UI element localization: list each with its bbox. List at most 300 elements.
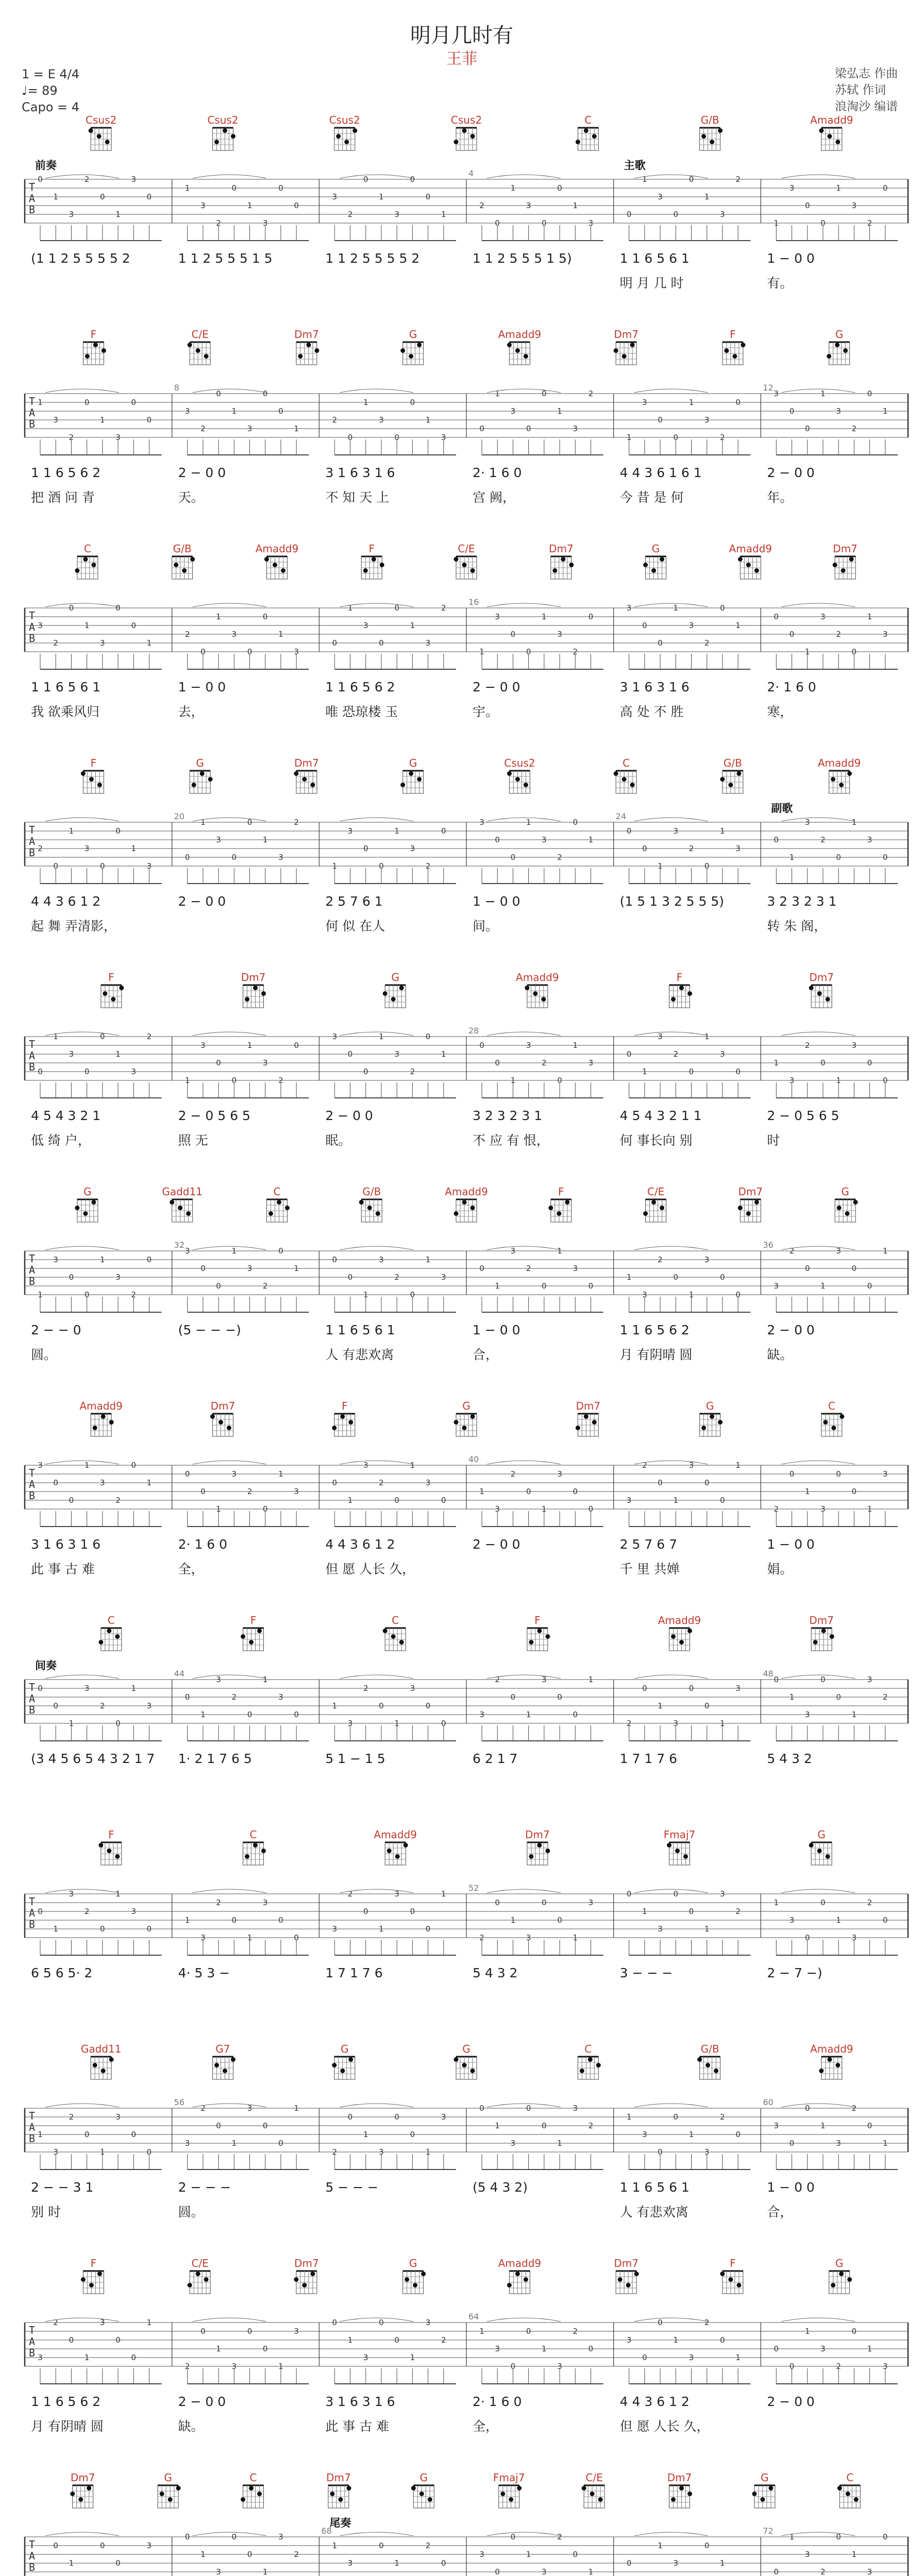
chord-name: G: [196, 757, 204, 769]
fret-number: 0: [84, 2130, 90, 2139]
numbered-notation: 1 − 0 0: [767, 2180, 815, 2195]
fret-number: 0: [38, 1067, 43, 1076]
fret-number: 0: [642, 2353, 647, 2362]
fret-number: 0: [479, 1041, 484, 1050]
measure-number: 16: [468, 597, 479, 607]
chord-finger-dot: [622, 354, 627, 359]
chord-name: Amadd9: [498, 2257, 542, 2269]
fret-number: 3: [642, 2130, 647, 2139]
slur: [487, 1032, 561, 1036]
fret-number: 0: [216, 389, 221, 398]
fret-number: 0: [131, 398, 137, 407]
chord-finger-dot: [622, 777, 627, 782]
chord-diagram: [256, 543, 299, 579]
chord-diagram: [83, 328, 106, 365]
tab-clef-letter: A: [29, 1907, 36, 1919]
chord-finger-dot: [192, 783, 196, 787]
fret-number: 0: [851, 1487, 857, 1496]
lyric-text: 但 愿 人长 久，: [619, 2419, 710, 2434]
tab-clef-letter: B: [29, 204, 36, 216]
fret-number: 0: [247, 1710, 253, 1719]
chord-finger-dot: [552, 568, 557, 573]
tab-clef-letter: B: [29, 418, 36, 430]
slur: [781, 2318, 855, 2321]
chord-finger-dot: [736, 2283, 741, 2287]
chord-name: Csus2: [504, 757, 535, 769]
chord-finger-dot: [471, 568, 475, 573]
lyric-text: 何 事长向 别: [619, 1133, 693, 1148]
fret-number: 3: [294, 1487, 299, 1496]
slur: [193, 1889, 266, 1893]
fret-number: 1: [557, 406, 562, 416]
numbered-notation: 3 1 6 3 1 6: [325, 2394, 395, 2409]
chord-finger-dot: [643, 563, 648, 567]
chord-finger-dot: [768, 2486, 773, 2490]
fret-number: 1: [735, 621, 741, 630]
numbered-notation: 6 5 6 5· 2: [31, 1965, 93, 1980]
chord-finger-dot: [111, 997, 115, 1002]
numbered-notation: 1 1 6 5 6 1: [325, 1323, 395, 1337]
chord-diagram: [837, 2471, 861, 2508]
fret-number: 0: [642, 1684, 647, 1693]
fret-number: 0: [115, 2335, 121, 2345]
fret-number: 3: [441, 2112, 446, 2122]
fret-number: 1: [673, 2335, 679, 2345]
measure-number: 52: [468, 1883, 479, 1893]
fret-number: 0: [720, 1273, 725, 1282]
fret-number: 0: [278, 406, 283, 416]
fret-number: 3: [146, 2541, 152, 2550]
chord-diagram: [614, 757, 637, 793]
slur: [487, 2104, 561, 2107]
fret-number: 1: [526, 1710, 531, 1719]
fret-number: 0: [410, 175, 415, 184]
slur: [634, 1032, 708, 1036]
tab-clef-letter: T: [29, 2110, 36, 2122]
fret-number: 1: [425, 2147, 431, 2157]
tab-clef-letter: A: [29, 835, 36, 848]
tab-clef-letter: T: [29, 1467, 36, 1479]
fret-number: 3: [53, 415, 58, 425]
chord-finger-dot: [98, 1843, 103, 1848]
fret-number: 0: [146, 415, 152, 425]
fret-number: 3: [789, 1076, 795, 1085]
fret-number: 3: [542, 2567, 547, 2576]
fret-number: 1: [200, 818, 206, 827]
chord-finger-dot: [97, 783, 102, 787]
fret-number: 2: [379, 1478, 384, 1487]
fret-number: 1: [363, 1290, 368, 1299]
fret-number: 0: [495, 1898, 500, 1907]
chord-name: G: [409, 2257, 417, 2269]
fret-number: 0: [294, 1710, 299, 1719]
fret-number: 3: [247, 1264, 253, 1273]
chord-name: G: [409, 328, 417, 341]
chord-diagram: [720, 2257, 743, 2294]
fret-number: 0: [184, 1692, 190, 1702]
fret-number: 0: [184, 853, 190, 862]
chord-finger-dot: [738, 1206, 743, 1210]
fret-number: 1: [820, 2121, 826, 2130]
fret-number: 3: [510, 1246, 516, 1256]
chord-name: G: [835, 2257, 844, 2269]
chord-finger-dot: [701, 1426, 706, 1430]
chord-finger-dot: [846, 2492, 850, 2496]
tab-clef-letter: A: [29, 1692, 36, 1705]
chord-diagram: [326, 2471, 351, 2508]
chord-finger-dot: [257, 1629, 262, 1633]
system: [25, 114, 908, 291]
fret-number: 2: [53, 638, 58, 648]
fret-number: 1: [658, 2541, 663, 2550]
credit-arranger: 浪淘沙 编谱: [835, 100, 898, 113]
fret-number: 0: [588, 1281, 594, 1291]
chord-diagram: [835, 1185, 858, 1222]
chord-finger-dot: [413, 2283, 417, 2287]
chord-finger-dot: [200, 771, 205, 776]
system: [25, 971, 908, 1148]
fret-number: 0: [804, 1933, 810, 1942]
chord-name: F: [558, 1185, 564, 1198]
chord-name: Amadd9: [658, 1614, 701, 1626]
lyric-text: 今 昔 是 何: [619, 490, 684, 505]
chord-finger-dot: [823, 1420, 828, 1425]
chord-name: C: [392, 1614, 399, 1626]
tab-clef-letter: B: [29, 2561, 36, 2573]
fret-number: 0: [735, 1290, 741, 1299]
chord-finger-dot: [462, 2063, 467, 2067]
fret-number: 2: [820, 835, 826, 844]
chord-finger-dot: [827, 2057, 832, 2062]
fret-number: 1: [278, 2362, 283, 2371]
slur: [781, 1675, 855, 1679]
numbered-notation: 1 − 0 0: [767, 251, 815, 266]
chord-finger-dot: [298, 354, 303, 359]
slur: [340, 2318, 413, 2321]
fret-number: 0: [588, 1504, 594, 1514]
numbered-notation: 4 4 3 6 1 2: [325, 1537, 395, 1552]
fret-number: 1: [626, 1273, 632, 1282]
fret-number: 3: [131, 1907, 137, 1916]
measure-number: 64: [468, 2312, 479, 2321]
fret-number: 3: [84, 1684, 90, 1693]
fret-number: 0: [131, 2130, 137, 2139]
fret-number: 1: [774, 218, 779, 228]
fret-number: 0: [588, 2344, 594, 2353]
fret-number: 3: [789, 1916, 795, 1925]
lyric-text: 合，: [767, 2205, 793, 2219]
chord-finger-dot: [660, 557, 664, 562]
fret-number: 3: [704, 2147, 710, 2157]
fret-number: 3: [441, 433, 446, 442]
slur: [781, 1889, 855, 1893]
fret-number: 2: [836, 630, 841, 639]
fret-number: 1: [642, 1067, 647, 1076]
fret-number: 0: [735, 2130, 741, 2139]
slur: [634, 603, 708, 607]
fret-number: 0: [557, 1916, 562, 1925]
lyric-text: 合，: [473, 1347, 499, 1362]
chord-name: F: [108, 971, 114, 984]
numbered-notation: 2 − 0 0: [473, 680, 520, 694]
fret-number: 1: [774, 1058, 779, 1067]
fret-number: 3: [720, 1049, 725, 1059]
chord-diagram: [809, 1614, 834, 1651]
chord-finger-dot: [419, 2492, 424, 2496]
fret-number: 0: [626, 826, 632, 836]
fret-number: 1: [247, 201, 253, 210]
fret-number: 1: [542, 1504, 547, 1514]
tab-clef-letter: B: [29, 2132, 36, 2145]
fret-number: 1: [69, 2558, 74, 2568]
chord-diagram: [614, 2257, 639, 2294]
chord-finger-dot: [310, 783, 315, 787]
chord-finger-dot: [168, 2497, 173, 2502]
fret-number: 0: [673, 1889, 679, 1899]
numbered-notation: (5 − − −): [178, 1323, 241, 1337]
chord-finger-dot: [109, 1420, 114, 1425]
fret-number: 0: [688, 1067, 694, 1076]
chord-name: G/B: [700, 114, 719, 126]
lyric-text: 千 里 共婵: [619, 1562, 680, 1577]
chord-finger-dot: [208, 777, 213, 782]
fret-number: 3: [425, 1478, 431, 1487]
slur: [193, 2318, 266, 2321]
fret-number: 2: [542, 1058, 547, 1067]
fret-number: 0: [394, 2112, 399, 2122]
fret-number: 0: [294, 1041, 299, 1050]
fret-number: 2: [836, 2362, 841, 2371]
chord-finger-dot: [227, 1426, 231, 1430]
fret-number: 3: [247, 2104, 253, 2113]
chord-name: C: [249, 2471, 257, 2484]
numbered-notation: 2 − 7 −): [767, 1965, 822, 1980]
chord-finger-dot: [634, 2272, 639, 2276]
fret-number: 3: [363, 2353, 368, 2362]
lyric-text: 不 知 天 上: [325, 490, 390, 505]
fret-number: 2: [262, 1281, 268, 1291]
fret-number: 0: [441, 2558, 446, 2568]
fret-number: 0: [774, 2344, 779, 2353]
fret-number: 0: [804, 1264, 810, 1273]
fret-number: 1: [510, 1916, 516, 1925]
chord-name: Amadd9: [445, 1185, 488, 1198]
numbered-notation: 1 1 6 5 6 1: [619, 251, 690, 266]
chord-diagram: [188, 328, 211, 365]
chord-finger-dot: [348, 2057, 353, 2062]
fret-number: 3: [720, 210, 725, 219]
fret-number: 1: [425, 1255, 431, 1264]
fret-number: 1: [883, 406, 888, 416]
fret-number: 2: [720, 2112, 725, 2122]
fret-number: 3: [642, 398, 647, 407]
fret-number: 3: [883, 630, 888, 639]
chord-finger-dot: [687, 991, 692, 996]
slur: [45, 1246, 119, 1250]
chord-name: Dm7: [548, 543, 574, 555]
chord-name: Gadd11: [80, 2043, 122, 2055]
chord-finger-dot: [204, 2277, 209, 2282]
chord-finger-dot: [383, 1629, 388, 1633]
chord-name: Amadd9: [498, 328, 542, 341]
fret-number: 0: [247, 818, 253, 827]
fret-number: 3: [510, 2139, 516, 2148]
chord-finger-dot: [399, 1640, 404, 1645]
chord-finger-dot: [839, 1414, 844, 1419]
slur: [634, 389, 708, 393]
chord-finger-dot: [89, 777, 94, 782]
chord-name: Csus2: [329, 114, 360, 126]
chord-name: Fmaj7: [493, 2471, 525, 2484]
fret-number: 0: [626, 1889, 632, 1899]
fret-number: 0: [542, 1281, 547, 1291]
fret-number: 2: [332, 415, 338, 425]
fret-number: 1: [688, 1290, 694, 1299]
fret-number: 2: [735, 175, 741, 184]
chord-finger-dot: [592, 134, 597, 139]
chord-diagram: [70, 2471, 95, 2508]
fret-number: 3: [851, 201, 857, 210]
chord-finger-dot: [294, 2277, 298, 2282]
chord-finger-dot: [714, 2069, 718, 2073]
chord-finger-dot: [835, 343, 839, 347]
chord-finger-dot: [826, 997, 830, 1002]
fret-number: 0: [735, 398, 741, 407]
chord-finger-dot: [687, 2492, 692, 2496]
numbered-notation: 2 − 0 0: [325, 1108, 373, 1123]
chord-finger-dot: [718, 128, 723, 133]
chord-finger-dot: [809, 1843, 814, 1848]
chord-name: Dm7: [809, 971, 834, 984]
fret-number: 0: [495, 2567, 500, 2576]
fret-number: 1: [294, 424, 299, 433]
fret-number: 0: [510, 1692, 516, 1702]
numbered-notation: 3 1 6 3 1 6: [31, 1537, 101, 1552]
fret-number: 3: [84, 844, 90, 853]
fret-number: 2: [294, 2550, 299, 2559]
chord-finger-dot: [561, 557, 565, 562]
fret-number: 0: [332, 1478, 338, 1487]
fret-number: 0: [379, 2541, 384, 2550]
fret-number: 1: [441, 1049, 446, 1059]
fret-number: 0: [100, 1924, 105, 1934]
chord-finger-dot: [83, 557, 88, 562]
fret-number: 0: [542, 1898, 547, 1907]
chord-finger-dot: [630, 343, 635, 347]
numbered-notation: 2 − 0 0: [178, 465, 226, 480]
lyric-text: 起 舞 弄清影，: [31, 919, 116, 934]
measure-number: 68: [321, 2526, 332, 2536]
chord-finger-dot: [830, 1634, 834, 1639]
chord-name: Amadd9: [374, 1828, 417, 1841]
fret-number: 0: [526, 647, 531, 656]
fret-number: 3: [69, 1889, 74, 1899]
chord-diagram: [614, 328, 639, 365]
system: [25, 1400, 908, 1577]
fret-number: 2: [200, 2104, 206, 2113]
chord-finger-dot: [524, 354, 528, 359]
chord-diagram: [81, 757, 104, 793]
fret-number: 1: [495, 1281, 500, 1291]
fret-number: 0: [146, 2147, 152, 2157]
chord-finger-dot: [746, 563, 751, 567]
chord-name: G: [761, 2471, 769, 2484]
chord-finger-dot: [338, 2497, 343, 2502]
fret-number: 3: [278, 2532, 283, 2541]
fret-number: 3: [231, 630, 237, 639]
chord-name: Dm7: [576, 1400, 601, 1412]
tab-clef-letter: A: [29, 1478, 36, 1490]
chord-finger-dot: [507, 771, 512, 776]
slur: [340, 1032, 413, 1036]
fret-number: 1: [867, 2344, 872, 2353]
fret-number: 2: [347, 210, 353, 219]
fret-number: 3: [184, 1246, 190, 1256]
numbered-notation: 1 − 0 0: [473, 1323, 520, 1337]
slur: [340, 2532, 413, 2536]
tempo-marking: ♩= 89: [22, 83, 58, 98]
fret-number: 3: [294, 2327, 299, 2336]
numbered-notation: 1 1 6 5 6 2: [31, 465, 101, 480]
fret-number: 0: [804, 424, 810, 433]
fret-number: 0: [100, 861, 105, 871]
chord-finger-dot: [471, 134, 475, 139]
chord-finger-dot: [728, 2277, 733, 2282]
lyric-text: 不 应 有 恨，: [473, 1133, 549, 1148]
chord-finger-dot: [119, 986, 124, 990]
chord-diagram: [172, 543, 195, 579]
fret-number: 1: [720, 2558, 725, 2568]
fret-number: 0: [247, 2550, 253, 2559]
lyric-text: 去，: [178, 704, 204, 719]
chord-finger-dot: [738, 557, 743, 562]
lyric-text: 别 时: [31, 2205, 61, 2219]
chord-finger-dot: [835, 2063, 840, 2067]
chord-finger-dot: [537, 1843, 542, 1848]
chord-diagram: [212, 2043, 236, 2079]
chord-diagram: [454, 2043, 477, 2079]
chord-finger-dot: [831, 777, 835, 782]
fret-number: 3: [69, 1049, 74, 1059]
fret-number: 1: [557, 1246, 562, 1256]
fret-number: 0: [332, 1255, 338, 1264]
slur: [45, 2104, 119, 2107]
numbered-notation: (5 4 3 2): [473, 2180, 528, 2195]
tab-clef-letter: A: [29, 1264, 36, 1276]
chord-finger-dot: [809, 986, 814, 990]
fret-number: 3: [495, 1504, 500, 1514]
chord-finger-dot: [421, 2272, 426, 2276]
fret-number: 0: [200, 1264, 206, 1273]
chord-finger-dot: [170, 1200, 174, 1205]
chord-name: G: [340, 2043, 349, 2055]
chord-finger-dot: [845, 1211, 850, 1216]
fret-number: 0: [542, 2121, 547, 2130]
fret-number: 3: [441, 1273, 446, 1282]
chord-finger-dot: [411, 2486, 416, 2490]
chord-diagram: [827, 328, 850, 365]
fret-number: 2: [495, 1675, 500, 1684]
numbered-notation: 5 1 − 1 5: [325, 1751, 385, 1766]
chord-diagram: [752, 2471, 775, 2508]
fret-number: 1: [588, 1675, 594, 1684]
lyric-text: 把 酒 问 青: [31, 490, 95, 505]
chord-finger-dot: [643, 1211, 648, 1216]
fret-number: 0: [542, 389, 547, 398]
fret-number: 1: [573, 201, 578, 210]
fret-number: 1: [84, 1461, 90, 1470]
fret-number: 0: [510, 2362, 516, 2371]
